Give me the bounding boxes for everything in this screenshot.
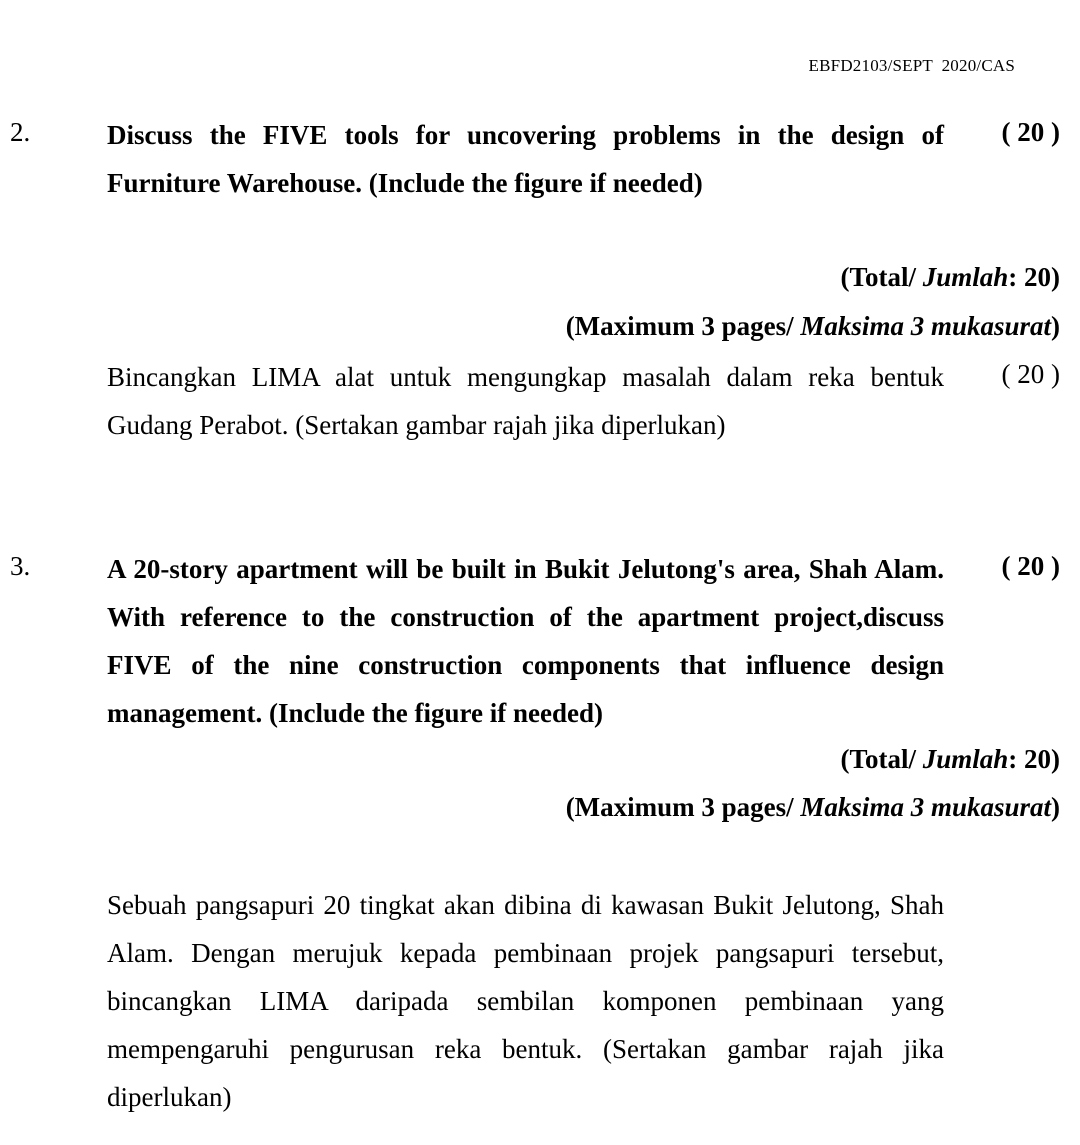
question-3-total: (Total/ Jumlah: 20) [840,744,1060,774]
question-2-english: Discuss the FIVE tools for uncovering problems in the design of Furniture Warehouse. (Include the figure if needed) [107,120,944,198]
question-3-number: 3. [10,551,31,581]
question-2-number: 2. [10,117,31,147]
question-2-total: (Total/ Jumlah: 20) [840,262,1060,292]
question-3-english-marks: ( 20 ) [1001,551,1060,581]
question-2-max-pages: (Maximum 3 pages/ Maksima 3 mukasurat) [565,311,1060,341]
question-2-malay-marks: ( 20 ) [1001,359,1060,389]
question-2-english-marks: ( 20 ) [1001,117,1060,147]
course-code: EBFD2103/SEPT 2020/CAS [808,56,1015,75]
question-3-max-pages: (Maximum 3 pages/ Maksima 3 mukasurat) [565,792,1060,822]
question-3-english: A 20-story apartment will be built in Bukit Jelutong's area, Shah Alam. With reference to the construction of the apartment project,discuss FIVE of the nine construction components that influence design management. (Include the figure if needed) [107,554,944,728]
question-2-malay: Bincangkan LIMA alat untuk mengungkap masalah dalam reka bentuk Gudang Perabot. (Sertakan gambar rajah jika diperlukan) [107,362,944,440]
question-3-malay: Sebuah pangsapuri 20 tingkat akan dibina di kawasan Bukit Jelutong, Shah Alam. Dengan merujuk kepada pembinaan projek pangsapuri tersebut, bincangkan LIMA daripada sembilan komponen pembinaan yang mempengaruhi pengurusan reka bentuk. (Sertakan gambar rajah jika diperlukan) [107,890,944,1112]
